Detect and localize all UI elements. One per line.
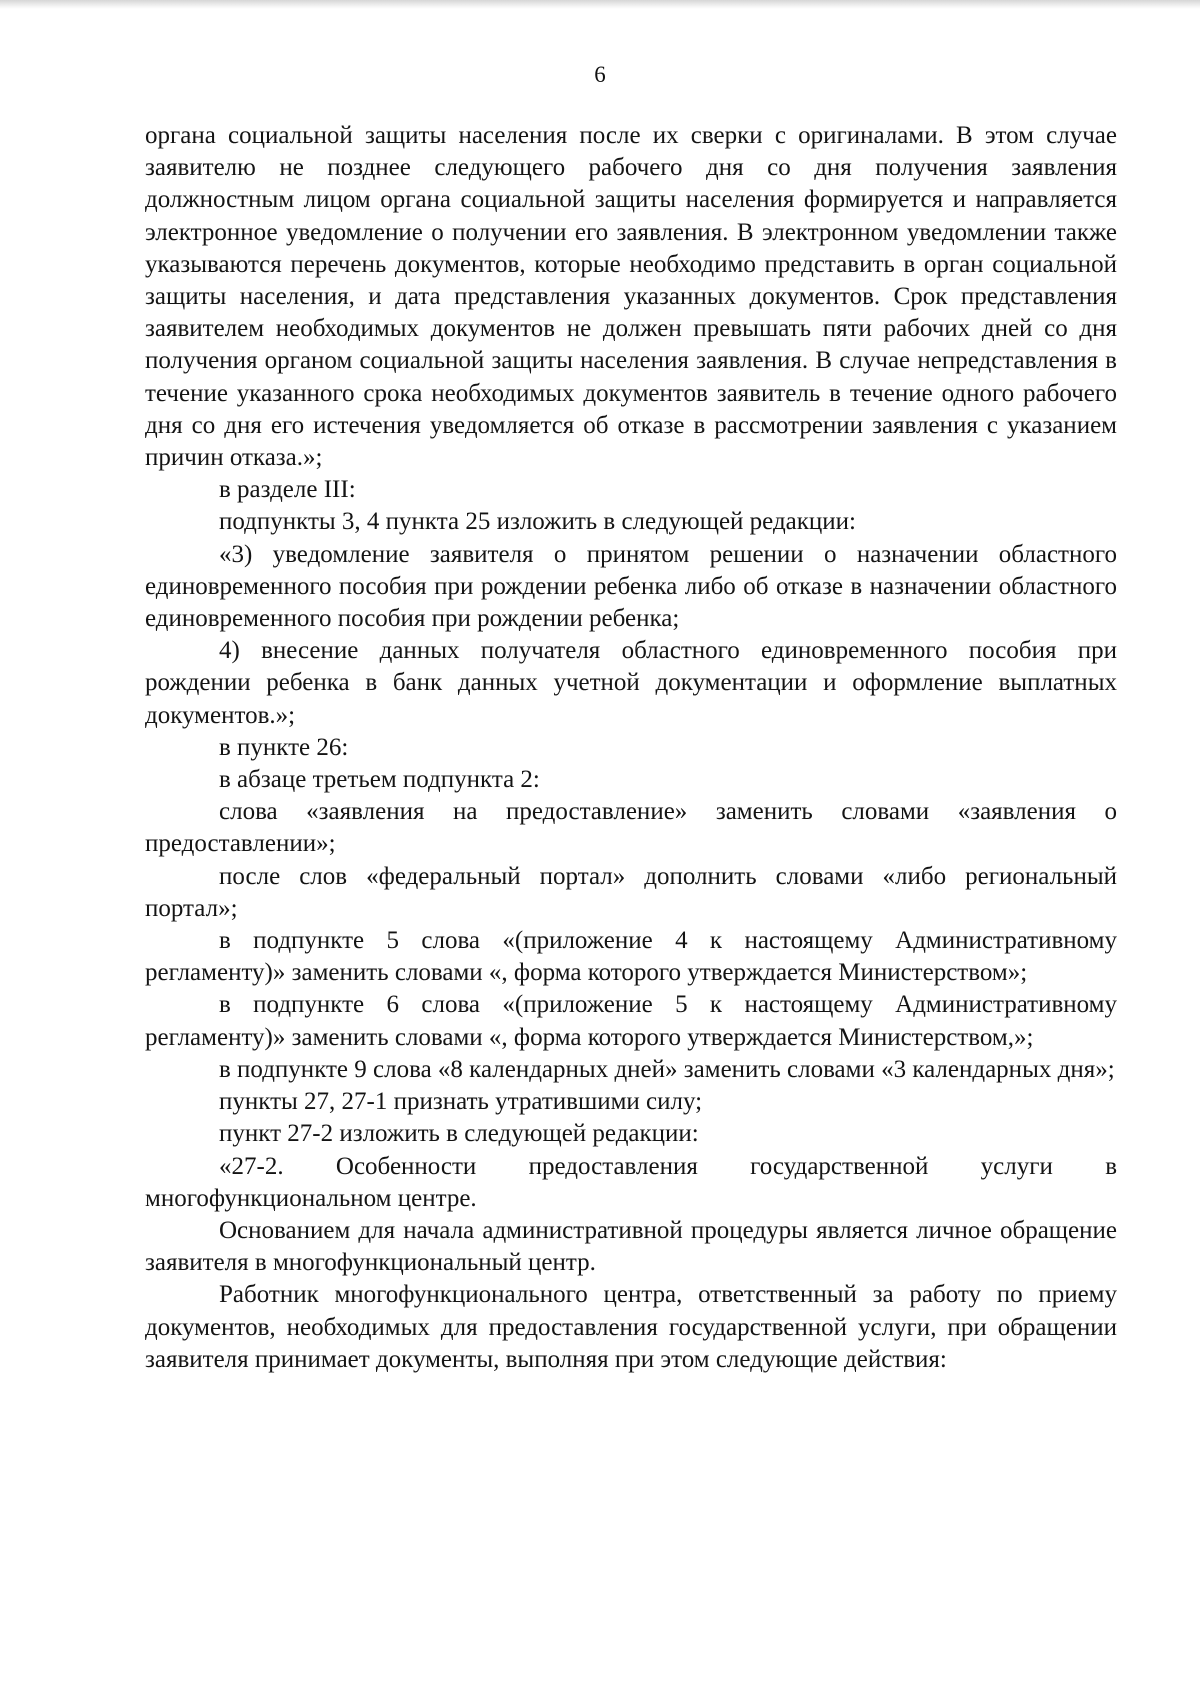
paragraph: подпункты 3, 4 пункта 25 изложить в следующей редакции:: [219, 508, 856, 536]
paragraph: «3) уведомление заявителя о принятом решении о назначении областного единовременного пособия при рождении ребенка либо об отказе в назначении областного единовременного пособия при рождении ребенка;: [145, 540, 1117, 633]
page-number: 6: [594, 62, 606, 87]
paragraph: в подпункте 9 слова «8 календарных дней» заменить словами «3 календарных дня»;: [219, 1055, 1115, 1083]
paragraph: в разделе III:: [219, 476, 356, 504]
document-body: [145, 120, 1117, 1376]
paragraph: Основанием для начала административной процедуры является личное обращение заявителя в многофункциональный центр.: [145, 1216, 1117, 1277]
paragraph: в абзаце третьем подпункта 2:: [219, 766, 540, 794]
paragraph: Работник многофункционального центра, ответственный за работу по приему документов, необходимых для предоставления государственной услуги, при обращении заявителя принимает документы, выполняя при этом следующие действия:: [145, 1281, 1117, 1373]
paragraph: в подпункте 6 слова «(приложение 5 к настоящему Административному регламенту)» заменить словами «, форма которого утверждается Министерством,»;: [145, 991, 1117, 1051]
paragraph: в пункте 26:: [219, 733, 349, 761]
paragraph: 4) внесение данных получателя областного единовременного пособия при рождении ребенка в банк данных учетной документации и оформление выплатных документов.»;: [145, 637, 1117, 729]
paragraph: после слов «федеральный портал» дополнить словами «либо региональный портал»;: [145, 862, 1117, 922]
paragraph: пункты 27, 27-1 признать утратившими силу;: [219, 1088, 703, 1116]
paragraph: «27-2. Особенности предоставления государственной услуги в многофункциональном центре.: [145, 1152, 1117, 1212]
paragraph-continuation: органа социальной защиты населения после их сверки с оригиналами. В этом случае заявителю не позднее следующего рабочего дня со дня получения заявления должностным лицом органа социальной защиты населения формируется и направляется электронное уведомление о получении его заявления. В электронном уведомлении также указываются перечень документов, которые необходимо представить в орган социальной защиты населения, и дата представления указанных документов. Срок представления заявителем необходимых документов не должен превышать пяти рабочих дней со дня получения органом социальной защиты населения заявления. В случае непредставления в течение указанного срока необходимых документов заявитель в течение одного рабочего дня со дня его истечения уведомляется об отказе в рассмотрении заявления с указанием причин отказа.»;: [145, 122, 1117, 472]
paragraph: слова «заявления на предоставление» заменить словами «заявления о предоставлении»;: [145, 798, 1117, 858]
scan-edge: [0, 0, 1200, 9]
paragraph: пункт 27-2 изложить в следующей редакции:: [219, 1120, 699, 1148]
paragraph: в подпункте 5 слова «(приложение 4 к настоящему Административному регламенту)» заменить словами «, форма которого утверждается Министерством»;: [145, 927, 1117, 987]
